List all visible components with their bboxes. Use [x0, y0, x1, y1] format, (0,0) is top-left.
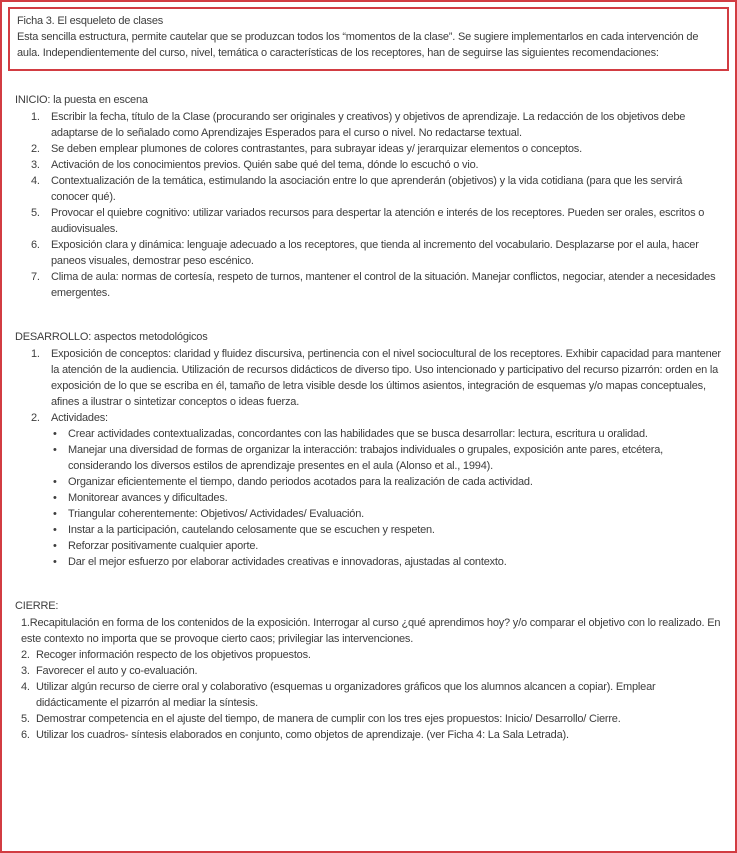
bullet-icon: • — [53, 428, 57, 440]
bullet-icon: • — [53, 492, 57, 504]
bullet-icon: • — [53, 524, 57, 536]
bullet-icon: • — [53, 476, 57, 488]
bullet-text: Monitorear avances y dificultades. — [68, 492, 228, 504]
item-text: Se deben emplear plumones de colores contrastantes, para subrayar ideas y/ jerarquizar elementos o conceptos. — [51, 143, 582, 155]
bullet-icon: • — [53, 508, 57, 520]
bullet-icon: • — [53, 444, 57, 456]
list-item — [21, 647, 721, 663]
section-cierre — [15, 598, 721, 743]
bullet-item — [53, 490, 721, 506]
list-item — [31, 141, 721, 157]
list-item — [31, 346, 721, 410]
list-item — [21, 727, 721, 743]
bullet-list — [53, 426, 721, 570]
bullet-text: Organizar eficientemente el tiempo, dando periodos acotados para la realización de cada actividad. — [68, 476, 533, 488]
item-text: Utilizar los cuadros- síntesis elaborados en conjunto, como objetos de aprendizaje. (ver Ficha 4: La Sala Letrada). — [36, 729, 569, 741]
bullet-text: Reforzar positivamente cualquier aporte. — [68, 540, 259, 552]
item-text: Favorecer el auto y co-evaluación. — [36, 665, 198, 677]
section-heading: DESARROLLO: aspectos metodológicos — [15, 331, 208, 343]
item-number: 2. — [21, 649, 30, 661]
bullet-text: Triangular coherentemente: Objetivos/ Actividades/ Evaluación. — [68, 508, 364, 520]
item-text: Clima de aula: normas de cortesía, respeto de turnos, mantener el control de la situación. Manejar conflictos, negociar, atender a necesidades emergentes. — [51, 271, 716, 299]
item-number: 1. — [31, 111, 40, 123]
item-number: 4. — [31, 175, 40, 187]
list-item — [31, 205, 721, 237]
section-heading: CIERRE: — [15, 600, 59, 612]
bullet-item — [53, 474, 721, 490]
list-item — [31, 269, 721, 301]
item-number: 6. — [31, 239, 40, 251]
bullet-item — [53, 426, 721, 442]
section-list — [31, 109, 721, 301]
header-intro-paragraph: Esta sencilla estructura, permite cautelar que se produzcan todos los “momentos de la clase”. Se sugiere implementarlos en cada intervención de aula. Independientemente del curso, nivel, temática o características de los receptores, han de seguirse las siguientes recomendaciones: — [17, 31, 699, 59]
section-list — [21, 615, 721, 743]
section-list — [31, 346, 721, 570]
section-heading: INICIO: la puesta en escena — [15, 94, 148, 106]
item-text: Activación de los conocimientos previos. Quién sabe qué del tema, dónde lo escuchó o vio. — [51, 159, 479, 171]
item-number: 5. — [21, 713, 30, 725]
document-body — [8, 71, 729, 743]
item-number: 2. — [31, 412, 40, 424]
bullet-icon: • — [53, 540, 57, 552]
item-number: 3. — [31, 159, 40, 171]
item-text: Actividades: — [51, 412, 108, 424]
item-number: 5. — [31, 207, 40, 219]
list-item — [31, 173, 721, 205]
list-item: 1.Recapitulación en forma de los contenidos de la exposición. Interrogar al curso ¿qué aprendimos hoy? y/o comparar el objetivo con lo realizado. En este contexto no importa que se provoque cierto caos; privilegiar las intervenciones. — [21, 617, 721, 645]
item-number: 1. — [31, 348, 40, 360]
list-item — [21, 711, 721, 727]
list-item — [31, 109, 721, 141]
item-text: Escribir la fecha, título de la Clase (procurando ser originales y creativos) y objetivos de aprendizaje. La redacción de los objetivos debe adaptarse de lo señalado como Aprendizajes Esperados para el curso o nivel. No redactarse textual. — [51, 111, 686, 139]
section-inicio — [15, 92, 721, 301]
list-item — [21, 663, 721, 679]
item-text: Exposición de conceptos: claridad y fluidez discursiva, pertinencia con el nivel sociocultural de los receptores. Exhibir capacidad para mantener la atención de la audiencia. Utilización de recursos didácticos de diverso tipo. Uso intencionado y participativo del recurso pizarrón: orden en la exposición de lo que se escriba en él, tamaño de letra visible desde los últimos asientos, integración de esquemas y/o mapas conceptuales, afines a ilustrar o sintetizar conceptos o ideas fuerza. — [51, 348, 721, 408]
bullet-item — [53, 506, 721, 522]
item-text: Utilizar algún recurso de cierre oral y colaborativo (esquemas u organizadores gráficos que los alumnos alcancen a copiar). Emplear didácticamente el pizarrón al mediar la síntesis. — [36, 681, 656, 709]
item-text: Provocar el quiebre cognitivo: utilizar variados recursos para despertar la atención e interés de los receptores. Pueden ser orales, escritos o audiovisuales. — [51, 207, 705, 235]
header-box — [8, 7, 729, 71]
item-text: Contextualización de la temática, estimulando la asociación entre lo que aprenderán (objetivos) y la vida cotidiana (para que les servirá conocer qué). — [51, 175, 683, 203]
bullet-item — [53, 522, 721, 538]
list-item — [31, 157, 721, 173]
bullet-item — [53, 442, 721, 474]
item-number: 3. — [21, 665, 30, 677]
list-item — [31, 410, 721, 426]
item-text: Demostrar competencia en el ajuste del tiempo, de manera de cumplir con los tres ejes propuestos: Inicio/ Desarrollo/ Cierre. — [36, 713, 621, 725]
item-text: Exposición clara y dinámica: lenguaje adecuado a los receptores, que tienda al incremento del vocabulario. Desplazarse por el aula, hacer paneos visuales, demostrar peso escénico. — [51, 239, 699, 267]
item-text: Recoger información respecto de los objetivos propuestos. — [36, 649, 311, 661]
bullet-text: Crear actividades contextualizadas, concordantes con las habilidades que se busca desarrollar: lectura, escritura u oralidad. — [68, 428, 648, 440]
section-desarrollo — [15, 329, 721, 570]
bullet-text: Manejar una diversidad de formas de organizar la interacción: trabajos individuales o grupales, exposición ante pares, etcétera, considerando los diversos estilos de aprendizaje presentes en el aula (Alonso et al., 1994). — [68, 444, 664, 472]
list-item — [31, 237, 721, 269]
bullet-text: Instar a la participación, cautelando celosamente que se escuchen y respeten. — [68, 524, 435, 536]
bullet-text: Dar el mejor esfuerzo por elaborar actividades creativas e innovadoras, ajustadas al contexto. — [68, 556, 507, 568]
bullet-icon: • — [53, 556, 57, 568]
bullet-item — [53, 554, 721, 570]
item-number: 7. — [31, 271, 40, 283]
item-number: 4. — [21, 681, 30, 693]
item-number: 6. — [21, 729, 30, 741]
bullet-item — [53, 538, 721, 554]
list-item — [21, 679, 721, 711]
item-number: 2. — [31, 143, 40, 155]
document-title: Ficha 3. El esqueleto de clases — [17, 15, 164, 27]
